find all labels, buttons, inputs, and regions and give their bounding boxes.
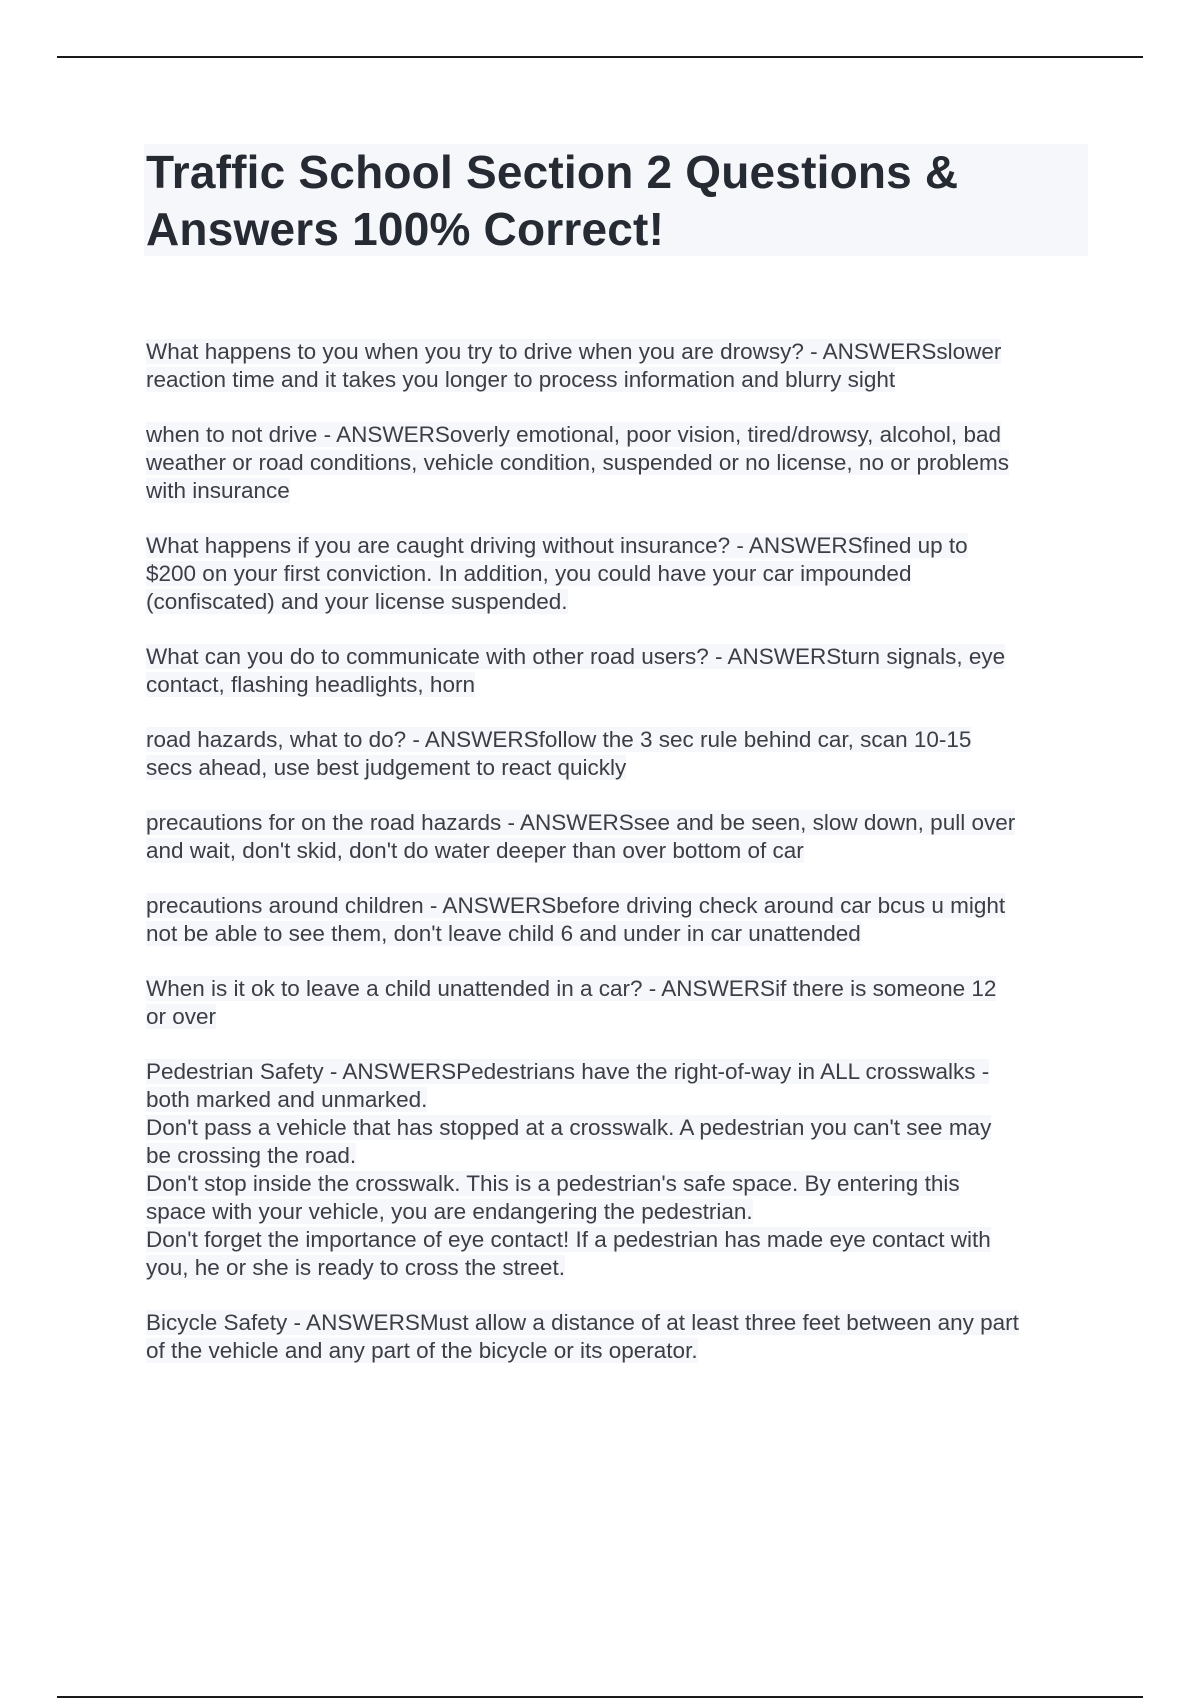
qa-line: weather or road conditions, vehicle condition, suspended or no license, no or problems [146, 450, 1010, 475]
qa-line: $200 on your first conviction. In addition, you could have your car impounded [146, 561, 912, 586]
qa-line: What happens to you when you try to drive when you are drowsy? - ANSWERSslower [146, 339, 1002, 364]
qa-line: not be able to see them, don't leave child 6 and under in car unattended [146, 921, 861, 946]
qa-line: What can you do to communicate with other road users? - ANSWERSturn signals, eye [146, 644, 1006, 669]
qa-line: precautions for on the road hazards - ANSWERSsee and be seen, slow down, pull over [146, 810, 1016, 835]
qa-line: of the vehicle and any part of the bicycle or its operator. [146, 1338, 698, 1363]
title-line: Traffic School Section 2 Questions & [146, 146, 959, 198]
qa-line: space with your vehicle, you are endangering the pedestrian. [146, 1199, 753, 1224]
qa-list [146, 338, 1090, 1392]
qa-line: both marked and unmarked. [146, 1087, 428, 1112]
qa-line: What happens if you are caught driving without insurance? - ANSWERSfined up to [146, 533, 968, 558]
qa-item [146, 1058, 1090, 1282]
qa-line: road hazards, what to do? - ANSWERSfollow the 3 sec rule behind car, scan 10-15 [146, 727, 972, 752]
bottom-rule [57, 1696, 1143, 1698]
qa-line: (confiscated) and your license suspended. [146, 589, 568, 614]
qa-item [146, 809, 1090, 865]
qa-line: Bicycle Safety - ANSWERSMust allow a distance of at least three feet between any part [146, 1310, 1019, 1335]
qa-line: Pedestrian Safety - ANSWERSPedestrians have the right-of-way in ALL crosswalks - [146, 1059, 990, 1084]
qa-line: Don't forget the importance of eye contact! If a pedestrian has made eye contact with [146, 1227, 991, 1252]
qa-item [146, 643, 1090, 699]
qa-line: with insurance [146, 478, 290, 503]
qa-item [146, 532, 1090, 616]
qa-line: Don't pass a vehicle that has stopped at a crosswalk. A pedestrian you can't see may [146, 1115, 992, 1140]
qa-item [146, 975, 1090, 1031]
qa-item [146, 892, 1090, 948]
qa-line: contact, flashing headlights, horn [146, 672, 475, 697]
qa-line: be crossing the road. [146, 1143, 357, 1168]
qa-line: secs ahead, use best judgement to react quickly [146, 755, 627, 780]
qa-item [146, 338, 1090, 394]
qa-item [146, 726, 1090, 782]
qa-line: and wait, don't skid, don't do water deeper than over bottom of car [146, 838, 804, 863]
document-title [146, 144, 1086, 258]
top-rule [57, 56, 1143, 58]
qa-line: reaction time and it takes you longer to process information and blurry sight [146, 367, 896, 392]
qa-line: when to not drive - ANSWERSoverly emotional, poor vision, tired/drowsy, alcohol, bad [146, 422, 1001, 447]
qa-item [146, 1309, 1090, 1365]
qa-line: When is it ok to leave a child unattended in a car? - ANSWERSif there is someone 12 [146, 976, 997, 1001]
qa-line: precautions around children - ANSWERSbefore driving check around car bcus u might [146, 893, 1006, 918]
qa-line: Don't stop inside the crosswalk. This is a pedestrian's safe space. By entering this [146, 1171, 960, 1196]
qa-item [146, 421, 1090, 505]
title-line: Answers 100% Correct! [146, 203, 665, 255]
qa-line: you, he or she is ready to cross the street. [146, 1255, 565, 1280]
qa-line: or over [146, 1004, 217, 1029]
